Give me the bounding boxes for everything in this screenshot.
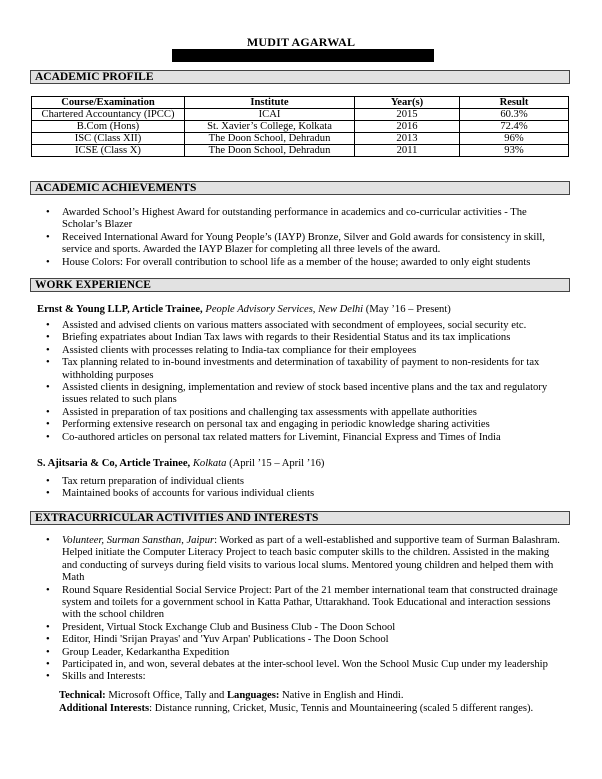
job-heading-ajitsaria bbox=[37, 458, 567, 470]
list-item: • Performing extensive research on personal tax and engaging in periodic knowledge sharing activities bbox=[46, 419, 566, 431]
list-item: • Received International Award for Young People’s (IAYP) Bronze, Silver and Gold awards for consistency in skill, service and sports. Awarded the IAYP Blazer for completing all three levels of the award. bbox=[46, 232, 566, 257]
section-extracurricular: EXTRACURRICULAR ACTIVITIES AND INTERESTS bbox=[30, 511, 570, 525]
table-cell: St. Xavier’s College, Kolkata bbox=[185, 121, 355, 133]
additional-interests bbox=[59, 703, 579, 715]
table-cell: ICSE (Class X) bbox=[32, 145, 185, 157]
table-row bbox=[32, 109, 569, 121]
job-company: Ernst & Young LLP, Article Trainee, bbox=[37, 304, 203, 315]
table-header: Result bbox=[460, 97, 569, 109]
table-row bbox=[32, 145, 569, 157]
candidate-name: MUDIT AGARWAL bbox=[246, 35, 356, 49]
table-header: Course/Examination bbox=[32, 97, 185, 109]
table-cell: 60.3% bbox=[460, 109, 569, 121]
table-header: Year(s) bbox=[355, 97, 460, 109]
table-cell: Chartered Accountancy (IPCC) bbox=[32, 109, 185, 121]
volunteer-place: Jaipur bbox=[186, 535, 215, 546]
redaction-bar bbox=[172, 49, 434, 62]
list-item: • Participated in, and won, several debates at the inter-school level. Won the School Music Cup under my leadership bbox=[46, 659, 566, 671]
table-cell: B.Com (Hons) bbox=[32, 121, 185, 133]
job-dates: (May ’16 – Present) bbox=[365, 304, 451, 315]
job-location: Kolkata bbox=[192, 458, 227, 469]
list-item: • Tax return preparation of individual clients bbox=[46, 476, 566, 488]
list-item: • Tax planning related to in-bound investments and determination of taxability of payment to non-residents for tax withholding purposes bbox=[46, 357, 566, 382]
list-item: • Awarded School’s Highest Award for outstanding performance in academics and co-curricular activities - The Scholar’s Blazer bbox=[46, 207, 566, 232]
list-item-volunteer: • Volunteer, Surman Sansthan, Jaipur: Worked as part of a well-established and supportive team of Surman Balashram. Helped initiate the Computer Literacy Project to teach basic computer skills to the children. Assisted in the making and conducting of surveys during field visits to various local slums. Mentored young children and helped them with Math bbox=[46, 535, 566, 585]
table-cell: ICAI bbox=[185, 109, 355, 121]
list-item: • House Colors: For overall contribution to school life as a member of the house; awarded to only eight students bbox=[46, 257, 566, 269]
table-cell: 72.4% bbox=[460, 121, 569, 133]
list-item: • Assisted clients with processes relating to India-tax compliance for their employees bbox=[46, 345, 566, 357]
technical-label: Technical: bbox=[59, 690, 106, 701]
job-ajitsaria-bullets bbox=[46, 476, 566, 501]
table-cell: 2011 bbox=[355, 145, 460, 157]
table-cell: 96% bbox=[460, 133, 569, 145]
table-cell: 2016 bbox=[355, 121, 460, 133]
list-item: • Briefing expatriates about Indian Tax laws with regards to their Residential Status and its tax implications bbox=[46, 332, 566, 344]
table-cell: The Doon School, Dehradun bbox=[185, 133, 355, 145]
table-header-row bbox=[32, 97, 569, 109]
table-header: Institute bbox=[185, 97, 355, 109]
achievements-list bbox=[46, 207, 566, 269]
additional-label: Additional Interests bbox=[59, 703, 150, 714]
table-cell: 2013 bbox=[355, 133, 460, 145]
languages-text: Native in English and Hindi. bbox=[279, 690, 404, 701]
list-item: • Co-authored articles on personal tax related matters for Livemint, Financial Express and Times of India bbox=[46, 432, 566, 444]
job-company: S. Ajitsaria & Co, Article Trainee, bbox=[37, 458, 191, 469]
list-item: • Skills and Interests: bbox=[46, 671, 566, 683]
technical-text: Microsoft Office, Tally and bbox=[105, 690, 227, 701]
table-row bbox=[32, 133, 569, 145]
table-cell: 93% bbox=[460, 145, 569, 157]
extracurricular-list bbox=[46, 535, 566, 684]
table-cell: 2015 bbox=[355, 109, 460, 121]
list-item: • Round Square Residential Social Service Project: Part of the 21 member international team that constructed drainage system and toilets for a government school in Katta Pathar, Uttarakhand. Took Educational and interaction sessions with the school children bbox=[46, 585, 566, 622]
section-academic-profile: ACADEMIC PROFILE bbox=[30, 70, 570, 84]
job-dates: (April ’15 – April ’16) bbox=[229, 458, 325, 469]
list-item: • Assisted in preparation of tax positions and challenging tax assessments with appellate authorities bbox=[46, 407, 566, 419]
list-item: • President, Virtual Stock Exchange Club and Business Club - The Doon School bbox=[46, 622, 566, 634]
list-item: • Group Leader, Kedarkantha Expedition bbox=[46, 647, 566, 659]
additional-text: : Distance running, Cricket, Music, Tennis and Mountaineering (scaled 5 different ranges). bbox=[149, 703, 534, 714]
table-row bbox=[32, 121, 569, 133]
job-division: People Advisory Services, New Delhi bbox=[205, 304, 364, 315]
volunteer-title: Volunteer, Surman Sansthan bbox=[62, 535, 182, 546]
job-heading-ey bbox=[37, 304, 567, 316]
academic-table bbox=[31, 96, 569, 157]
technical-skills bbox=[59, 690, 579, 702]
list-item: • Assisted and advised clients on various matters associated with secondment of employees, social security etc. bbox=[46, 320, 566, 332]
table-cell: ISC (Class XII) bbox=[32, 133, 185, 145]
job-ey-bullets bbox=[46, 320, 566, 444]
list-item: • Assisted clients in designing, implementation and review of stock based incentive plans and the tax and regulatory issues related to such plans bbox=[46, 382, 566, 407]
section-academic-achievements: ACADEMIC ACHIEVEMENTS bbox=[30, 181, 570, 195]
table-cell: The Doon School, Dehradun bbox=[185, 145, 355, 157]
section-work-experience: WORK EXPERIENCE bbox=[30, 278, 570, 292]
list-item: • Editor, Hindi 'Srijan Prayas' and 'Yuv Arpan' Publications - The Doon School bbox=[46, 634, 566, 646]
volunteer-text: : Worked as part of a well-established and supportive team of Surman Balashram. Helped initiate the Computer Literacy Project to teach basic computer skills to the children. Assisted in the making and conducting of surveys during field visits to various local slums. Mentored young children and helped them with Math bbox=[62, 535, 560, 584]
list-item: • Maintained books of accounts for various individual clients bbox=[46, 488, 566, 500]
languages-label: Languages: bbox=[226, 690, 280, 701]
